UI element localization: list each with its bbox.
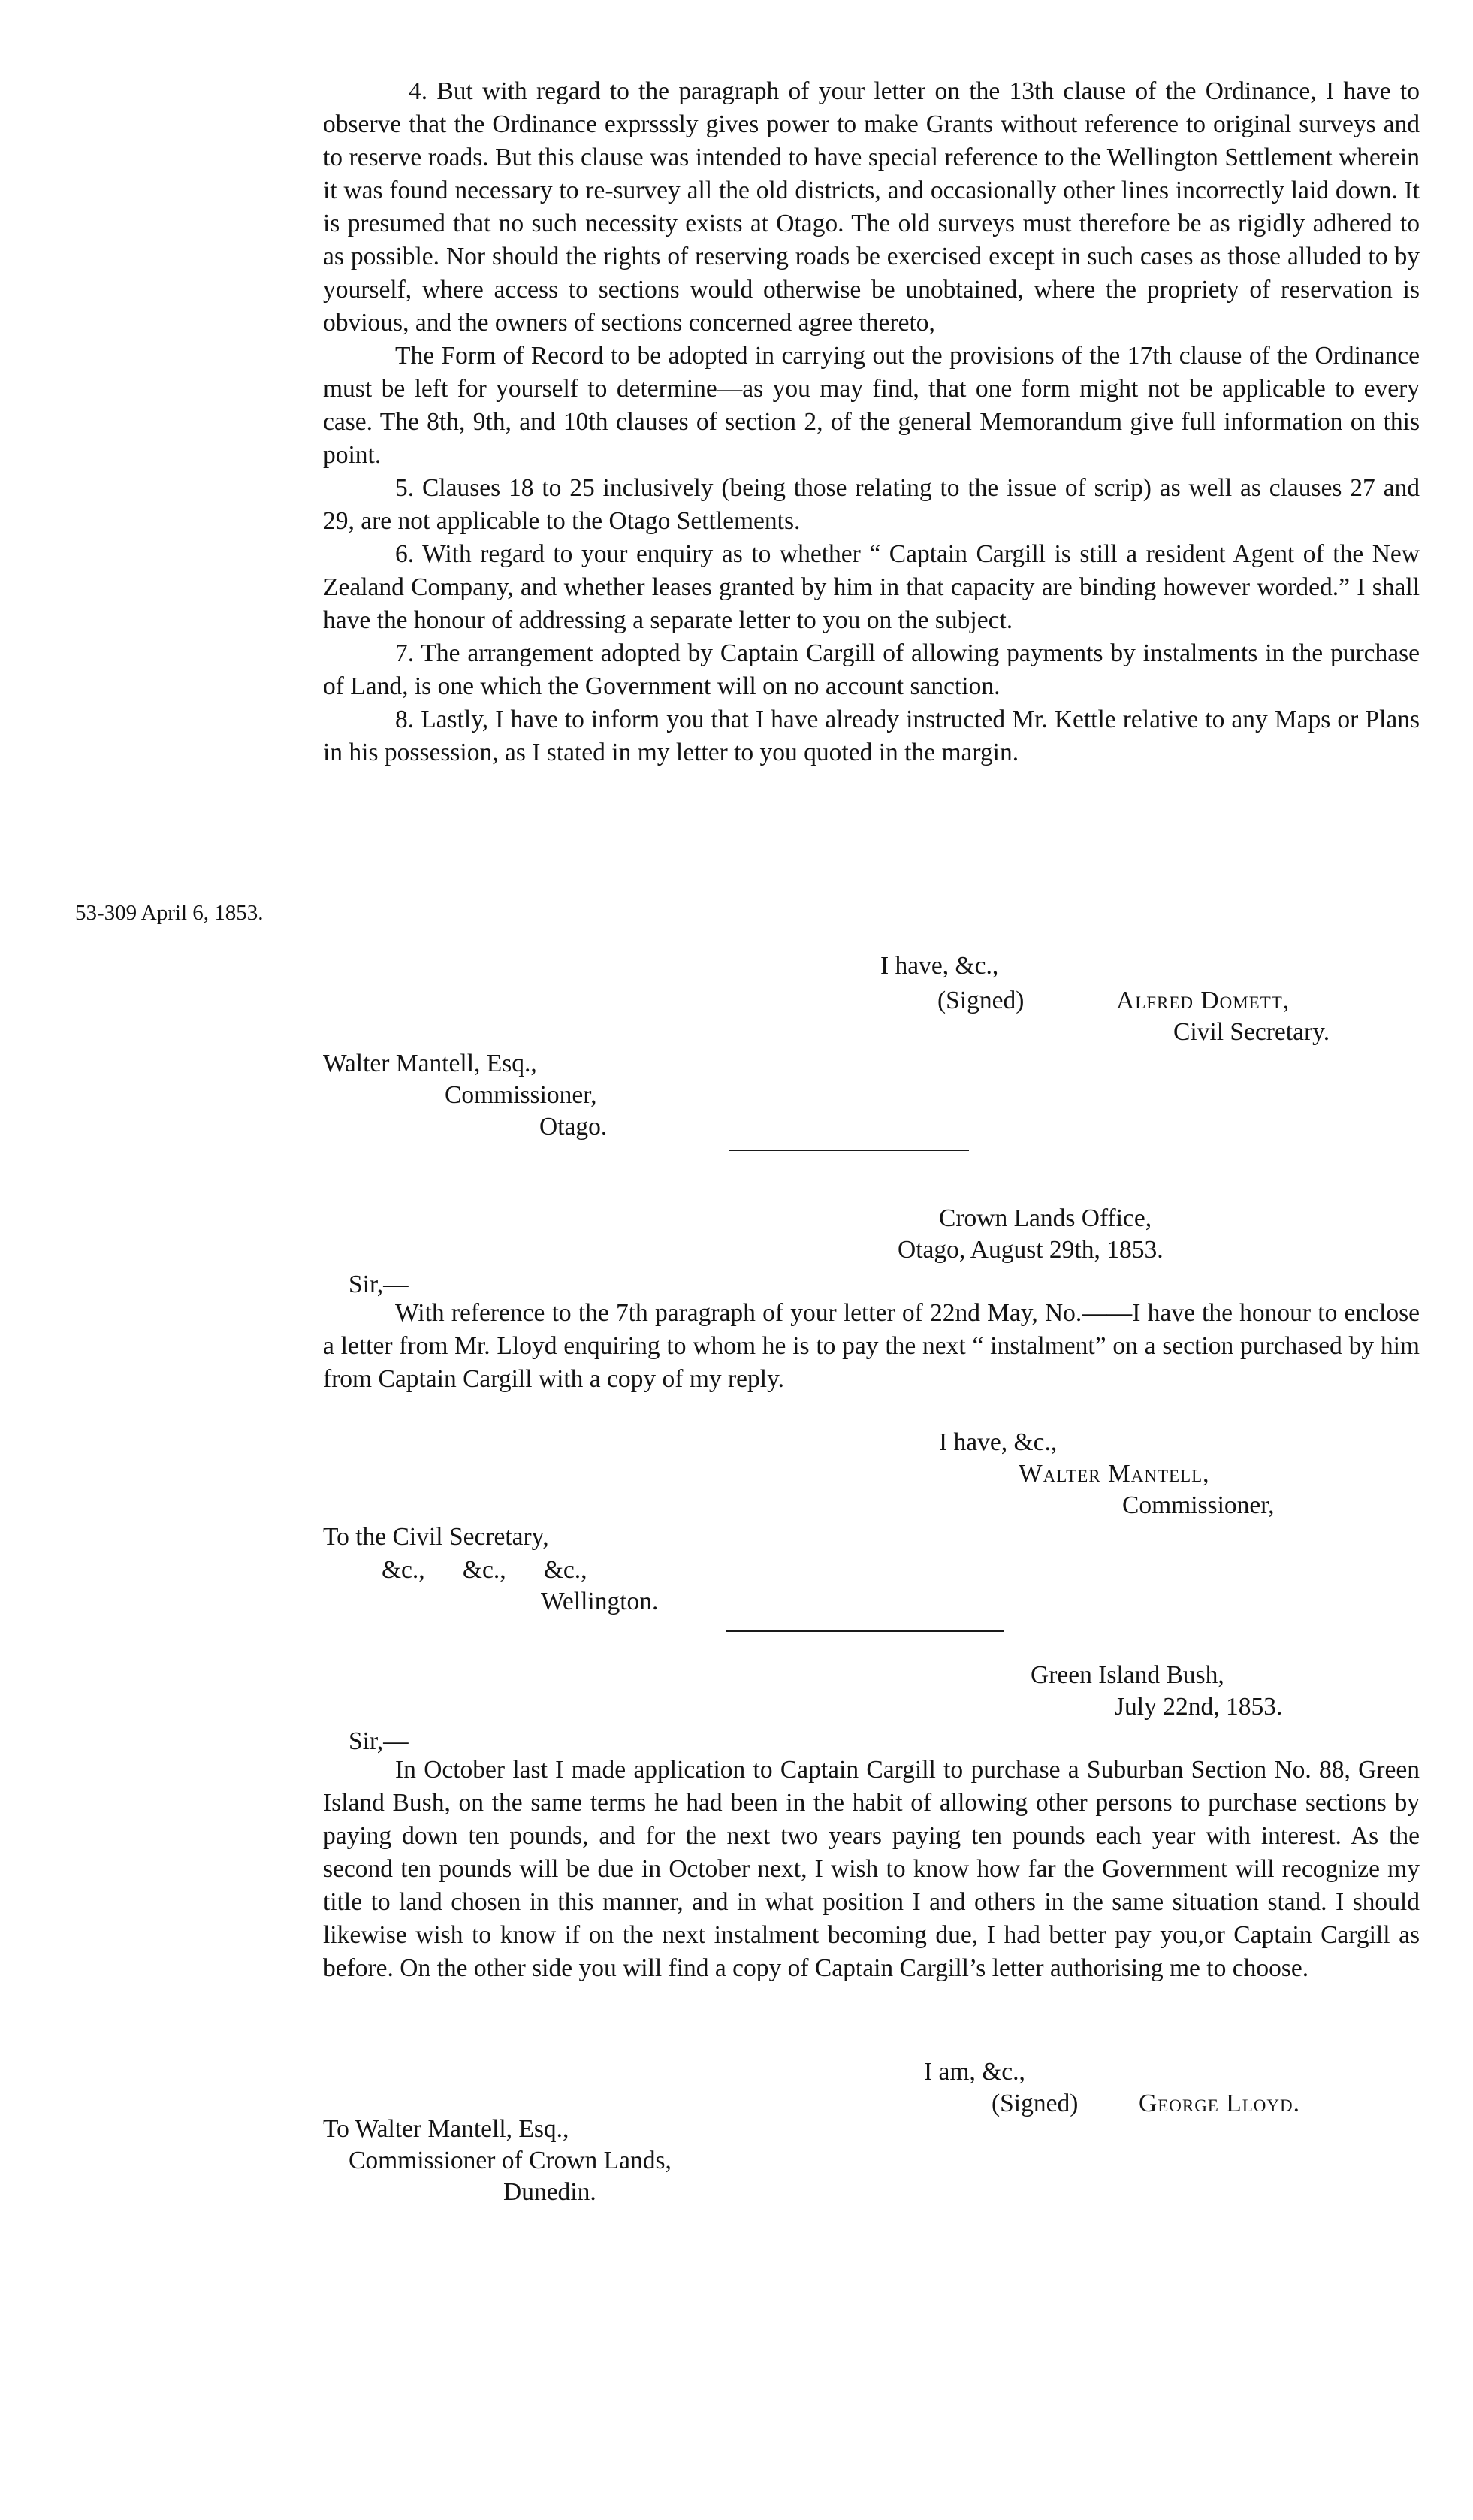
letter-2-addressee-line-2: &c., &c., &c., — [382, 1556, 587, 1584]
letter-2-paragraph: With reference to the 7th paragraph of your letter of 22nd May, No.——I have the honour to enclose a letter from Mr. Lloyd enquiring to whom he is to pay the next “ instalment” on a section purchased by him from Captain Cargill with a copy of my reply. — [323, 1299, 1420, 1393]
letter-2-signatory: Walter Mantell, — [1019, 1460, 1210, 1488]
letter-1-addressee-role: Commissioner, — [445, 1081, 597, 1109]
letter-1-signed: (Signed) — [937, 987, 1025, 1014]
letter-3-body — [323, 1754, 1420, 1985]
letter-2-date: Otago, August 29th, 1853. — [898, 1236, 1164, 1264]
letter-2-addressee-line-3: Wellington. — [541, 1588, 659, 1615]
letter-3-place: Green Island Bush, — [1031, 1661, 1224, 1689]
margin-reference: 53-309 April 6, 1853. — [75, 901, 264, 925]
separator-rule — [729, 1150, 969, 1151]
letter-3-addressee-line-2: Commissioner of Crown Lands, — [349, 2147, 672, 2174]
letter-3-addressee-line-1: To Walter Mantell, Esq., — [323, 2115, 569, 2143]
letter-2-salutation: Sir,— — [349, 1271, 409, 1298]
letter-2-office: Crown Lands Office, — [939, 1204, 1152, 1232]
letter-2-body — [323, 1297, 1420, 1396]
letter-2-addressee-line-1: To the Civil Secretary, — [323, 1523, 549, 1551]
paragraph-5: 5. Clauses 18 to 25 inclusively (being those relating to the issue of scrip) as well as clauses 27 and 29, are not applicable to the Otago Settlements. — [323, 474, 1420, 535]
letter-2-closing: I have, &c., — [939, 1428, 1058, 1456]
separator-rule — [726, 1630, 1004, 1632]
paragraph-4: 4. But with regard to the paragraph of your letter on the 13th clause of the Ordinance, I have to observe that the Ordinance exprsssly gives power to make Grants without reference to original surveys and to reserve roads. But this clause was intended to have special reference to the Wellington Settlement wherein it was found necessary to re-survey all the old districts, and occasionally other lines incorrectly laid down. It is presumed that no such necessity exists at Otago. The old surveys must therefore be as rigidly adhered to as possible. Nor should the rights of reserving roads be exercised except in such cases as those alluded to by yourself, where access to sections would otherwise be unobtained, where the propriety of reservation is obvious, and the owners of sections concerned agree thereto, — [323, 77, 1420, 337]
letter-3-salutation: Sir,— — [349, 1727, 409, 1755]
letter-1-body — [323, 75, 1420, 769]
letter-2-signatory-title: Commissioner, — [1122, 1491, 1275, 1519]
letter-1-addressee-place: Otago. — [539, 1113, 608, 1141]
letter-3-closing: I am, &c., — [924, 2058, 1025, 2086]
letter-1-signatory: Alfred Domett, — [1116, 987, 1290, 1014]
paragraph-7: 7. The arrangement adopted by Captain Cargill of allowing payments by instalments in the purchase of Land, is one which the Government will on no account sanction. — [323, 639, 1420, 700]
paragraph-4-continued: The Form of Record to be adopted in carrying out the provisions of the 17th clause of the Ordinance must be left for yourself to determine—as you may find, that one form might not be applicable to every case. The 8th, 9th, and 10th clauses of section 2, of the general Memorandum give full information on this point. — [323, 342, 1420, 469]
letter-1-addressee-name: Walter Mantell, Esq., — [323, 1050, 537, 1077]
letter-1-signatory-title: Civil Secretary. — [1173, 1018, 1330, 1046]
letter-1-closing: I have, &c., — [880, 952, 999, 980]
letter-3-addressee-line-3: Dunedin. — [503, 2178, 596, 2206]
letter-3-signatory: George Lloyd. — [1139, 2089, 1300, 2117]
letter-3-date: July 22nd, 1853. — [1115, 1693, 1283, 1721]
paragraph-8: 8. Lastly, I have to inform you that I have already instructed Mr. Kettle relative to any Maps or Plans in his possession, as I stated in my letter to you quoted in the margin. — [323, 706, 1420, 766]
paragraph-6: 6. With regard to your enquiry as to whether “ Captain Cargill is still a resident Agent of the New Zealand Company, and whether leases granted by him in that capacity are binding however worded.” I shall have the honour of addressing a separate letter to you on the subject. — [323, 540, 1420, 634]
letter-3-signed: (Signed) — [992, 2089, 1079, 2117]
letter-3-paragraph: In October last I made application to Captain Cargill to purchase a Suburban Section No. 88, Green Island Bush, on the same terms he had been in the habit of allowing other persons to purchase sections by paying down ten pounds, and for the next two years paying ten pounds each year with interest. As the second ten pounds will be due in October next, I wish to know how far the Government will recognize my title to land chosen in this manner, and in what position I and others in the same situation stand. I should likewise wish to know if on the next instalment becoming due, I had better pay you,or Captain Cargill as before. On the other side you will find a copy of Captain Cargill’s letter authorising me to choose. — [323, 1756, 1420, 1982]
